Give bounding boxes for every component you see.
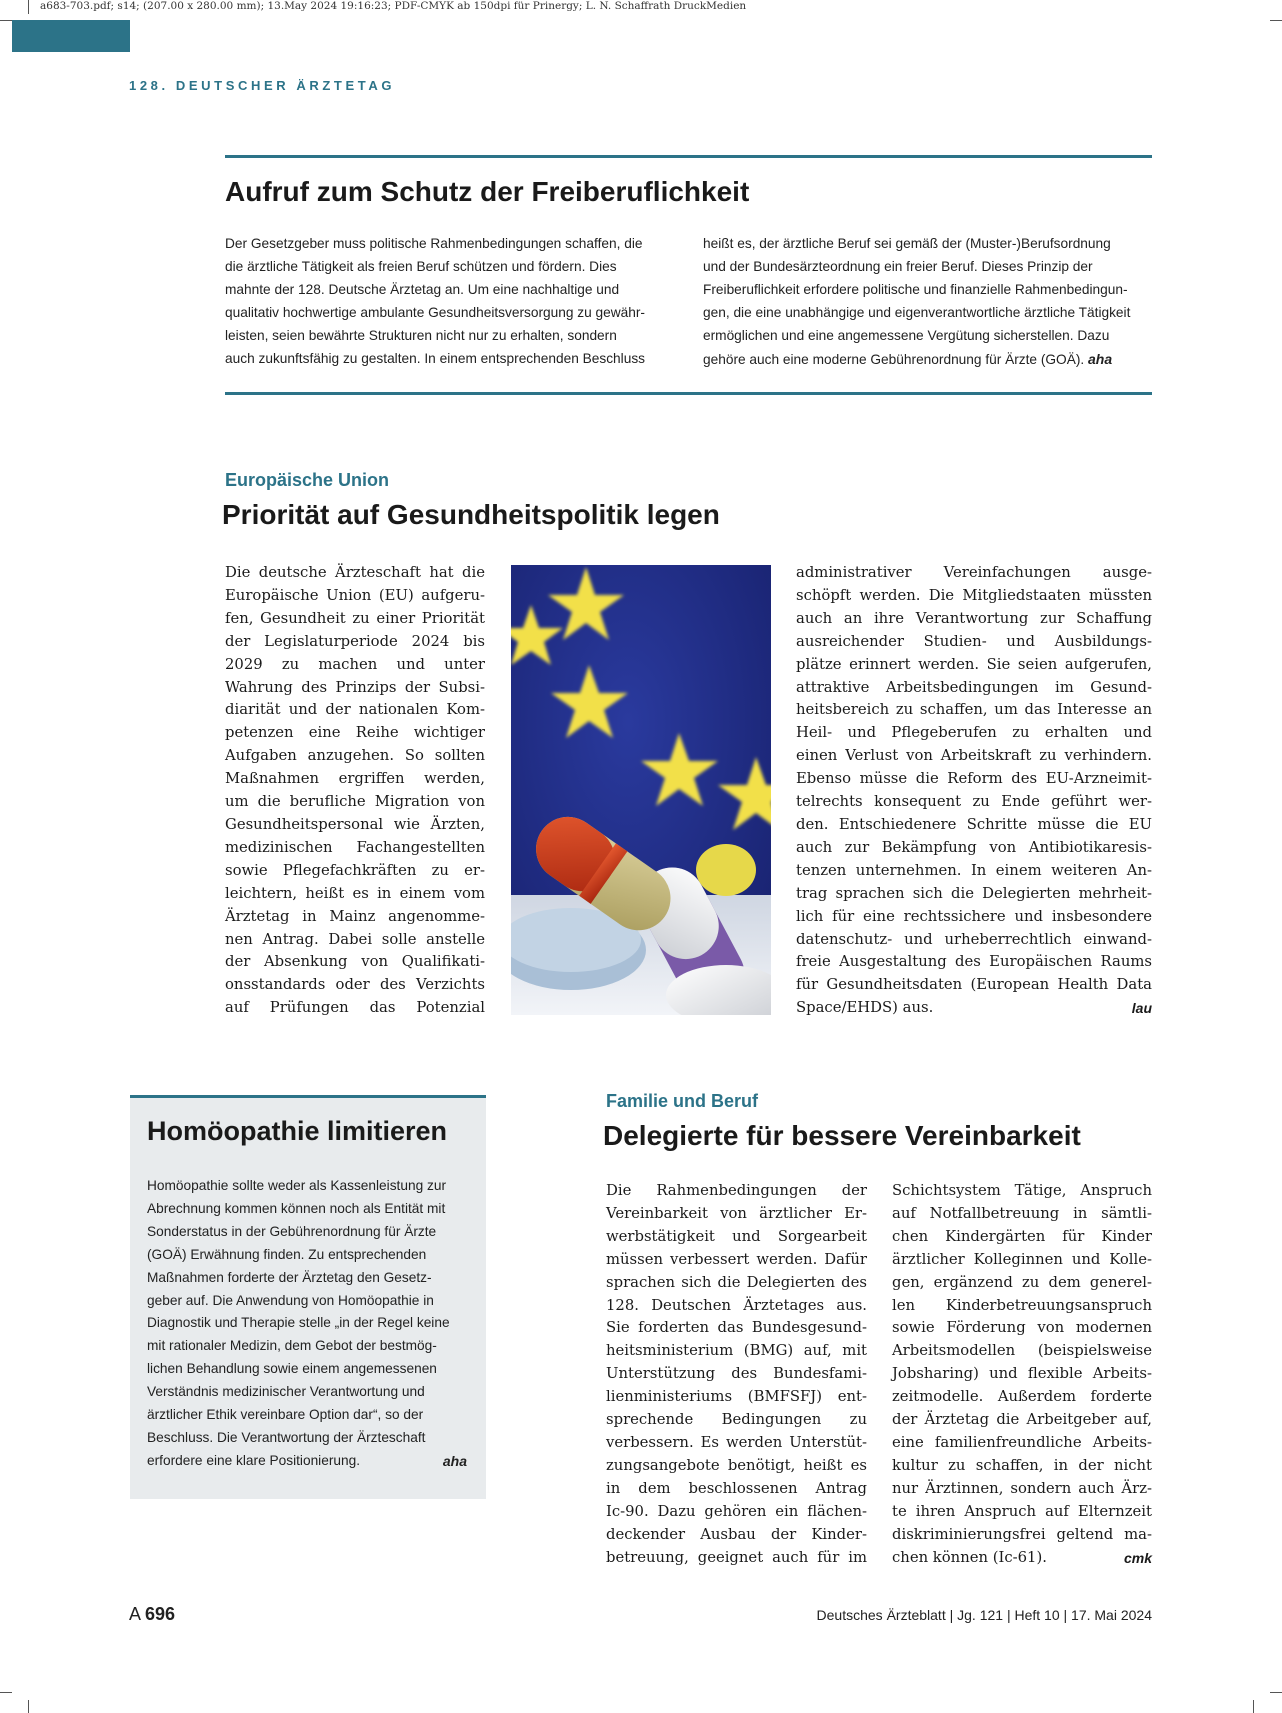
text-line: in dem beschlossenen Antrag	[606, 1479, 867, 1497]
text-line: chen können (Ic-61).	[892, 1548, 1047, 1566]
text-line: Aufgaben anzugehen. So sollten	[225, 747, 485, 765]
text-line: einen Verlust von Arbeitskraft zu verhindern.	[796, 747, 1152, 765]
text-line: Maßnahmen ergriffen werden,	[225, 770, 485, 788]
page-number	[129, 1604, 175, 1625]
text-line: auch zur Bekämpfung von Antibiotikaresis-	[796, 838, 1152, 856]
text-line: ermöglichen und eine angemessene Vergütung sicherstellen. Dazu	[703, 327, 1110, 343]
text-line: Gesundheitspersonal wie Ärzten,	[225, 815, 485, 833]
text-line: (GOÄ) Erwähnung finden. Zu entsprechenden	[147, 1246, 427, 1262]
text-line: deckender Ausbau der Kinder-	[606, 1525, 867, 1543]
text-line: Der Gesetzgeber muss politische Rahmenbedingungen schaffen, die	[225, 236, 643, 251]
text-line: zungsangebote benötigt, heißt es	[606, 1456, 867, 1474]
article-column	[606, 1180, 867, 1569]
author-signature: aha	[1088, 350, 1113, 367]
page-number-value: 696	[145, 1604, 176, 1624]
text-line: Arbeitsmodellen (beispielsweise	[892, 1342, 1152, 1360]
article-column	[703, 233, 1130, 371]
text-line: Maßnahmen forderte der Ärztetag den Gesetz-	[147, 1269, 432, 1285]
text-line: Unterstützung des Bundesfami-	[606, 1365, 867, 1383]
article-column	[796, 562, 1152, 1020]
text-line: nen Antrag. Dabei solle anstelle	[225, 930, 485, 948]
text-line: heitsbereich zu schaffen, um das Interesse an	[796, 701, 1152, 719]
text-line: sprachen sich die Delegierten des	[606, 1273, 867, 1291]
text-line: Vereinbarkeit von ärztlicher Er-	[606, 1204, 867, 1222]
text-line: administrativer Vereinfachungen ausge-	[796, 564, 1152, 581]
author-signature: cmk	[1123, 1549, 1152, 1566]
text-line: auf Notfallbetreuung in sämtli-	[892, 1204, 1152, 1222]
text-line: Jobsharing) und flexible Arbeits-	[892, 1365, 1152, 1383]
text-line: Ic-90. Dazu gehören ein flächen-	[606, 1502, 867, 1520]
text-line: mahnte der 128. Deutsche Ärztetag an. Um eine nachhaltige und	[225, 281, 620, 297]
text-line: heißt es, der ärztliche Beruf sei gemäß der (Muster-)Berufsordnung	[703, 236, 1111, 251]
text-line: ärztlicher Kolleginnen und Kolle-	[892, 1250, 1152, 1268]
article-column	[147, 1175, 467, 1473]
text-line: Sonderstatus in der Gebührenordnung für Ärzte	[147, 1223, 437, 1239]
text-line: auch an ihre Verantwortung zur Schaffung	[796, 609, 1152, 627]
journal-date: 17. Mai 2024	[1071, 1607, 1152, 1623]
article-title: Priorität auf Gesundheitspolitik legen	[222, 499, 720, 530]
section-color-tab	[12, 20, 130, 52]
text-line: müssen verbessert werden. Dafür	[606, 1250, 867, 1268]
text-line: sowie Förderung von modernen	[892, 1319, 1152, 1337]
text-line: der Legislaturperiode 2024 bis	[225, 632, 485, 650]
text-line: datenschutz- und urheberrechtlich einwand-	[796, 930, 1152, 948]
text-line: betreuung, geeignet auch für im	[606, 1548, 867, 1566]
article-kicker: Europäische Union	[225, 470, 390, 490]
crop-mark	[1270, 20, 1282, 21]
journal-volume: Jg. 121	[957, 1607, 1004, 1623]
sidebar-box	[130, 1095, 486, 1499]
text-line: Schichtsystem Tätige, Anspruch	[892, 1182, 1152, 1199]
text-line: ärztlicher Ethik vereinbare Option dar“, so der	[147, 1407, 424, 1423]
text-line: telrechts konsequent zu Ende geführt wer-	[796, 793, 1152, 811]
text-line: tenzen unternehmen. In einem weiteren An-	[796, 861, 1152, 879]
text-line: um die berufliche Migration von	[225, 793, 485, 811]
journal-name: Deutsches Ärzteblatt	[816, 1607, 946, 1623]
crop-mark	[28, 0, 29, 14]
text-line: für Gesundheitsdaten (European Health Data	[796, 976, 1152, 994]
text-line: Freiberuflichkeit erfordere politische und finanzielle Rahmenbedingun-	[703, 281, 1128, 297]
text-line: 2029 zu machen und unter	[225, 655, 485, 673]
text-line: petenzen eine Reihe wichtiger	[225, 724, 485, 742]
text-line: diarität und der nationalen Kom-	[225, 701, 485, 719]
text-line: Wahrung des Prinzips der Subsi-	[225, 678, 485, 696]
eu-pills-photo	[511, 565, 771, 1015]
text-line: auch zukunftsfähig zu gestalten. In einem entsprechenden Beschluss	[225, 350, 646, 366]
text-line: Verständnis medizinischer Verantwortung und	[147, 1384, 425, 1400]
text-line: die ärztliche Tätigkeit als freien Beruf schützen und fördern. Dies	[225, 258, 617, 274]
text-line: schöpft werden. Die Mitgliedstaaten müssten	[796, 586, 1152, 604]
text-line: chen Kindergärten für Kinder	[892, 1227, 1152, 1245]
text-line: leichtern, heißt es in einem vom	[225, 884, 485, 902]
text-line: gen, die eine unabhängige und eigenverantwortliche ärztliche Tätigkeit	[703, 304, 1131, 320]
text-line: Die deutsche Ärzteschaft hat die	[225, 564, 485, 581]
text-line: und der Bundesärzteordnung ein freier Beruf. Dieses Prinzip der	[703, 258, 1093, 274]
text-line: Ärztetag in Mainz angenomme-	[225, 907, 485, 925]
article-top-rule	[225, 155, 1152, 158]
author-signature: aha	[442, 1452, 467, 1469]
article-column	[225, 562, 485, 1020]
text-line: medizinischen Fachangestellten	[225, 838, 485, 856]
text-line: eine familienfreundliche Arbeits-	[892, 1433, 1152, 1451]
text-line: Heil- und Pflegeberufen zu erhalten und	[796, 724, 1152, 742]
text-line: fen, Gesundheit zu einer Priorität	[225, 609, 485, 627]
text-line: leisten, seien bewährte Strukturen nicht nur zu erhalten, sondern	[225, 327, 617, 343]
text-line: zeitmodelle. Außerdem forderte	[892, 1388, 1152, 1406]
text-line: der Ärztetag die Arbeitgeber auf,	[892, 1411, 1152, 1429]
print-info: a683-703.pdf; s14; (207.00 x 280.00 mm); 13.May 2024 19:16:23; PDF-CMYK ab 150dpi für Prinergy; L. N. Schaffrath DruckMedien	[40, 0, 747, 12]
text-line: plätze erinnert werden. Sie seien aufgerufen,	[796, 655, 1152, 673]
text-line: te ihren Anspruch auf Elternzeit	[892, 1502, 1152, 1520]
crop-mark	[0, 1692, 12, 1693]
text-line: gehöre auch eine moderne Gebührenordnung für Ärzte (GOÄ).	[703, 351, 1085, 367]
text-line: verbessern. Es werden Unterstüt-	[606, 1433, 867, 1451]
crop-mark	[28, 1700, 29, 1713]
text-line: freie Ausgestaltung des Europäischen Raums	[796, 953, 1152, 971]
text-line: len Kinderbetreuungsanspruch	[892, 1296, 1152, 1314]
text-line: qualitativ hochwertige ambulante Gesundheitsversorgung zu gewähr-	[225, 304, 645, 320]
text-line: onsstandards oder des Verzichts	[225, 976, 485, 994]
text-line: mit rationaler Medizin, dem Gebot der bestmög-	[147, 1338, 437, 1354]
text-line: Diagnostik und Therapie stelle „in der Regel keine	[147, 1315, 450, 1331]
text-line: ausreichender Studien- und Ausbildungs-	[796, 632, 1152, 650]
article-title: Aufruf zum Schutz der Freiberuflichkeit	[225, 176, 750, 207]
text-line: Abrechnung kommen können noch als Entität mit	[147, 1200, 446, 1216]
journal-info: Deutsches Ärzteblatt | Jg. 121 | Heft 10 | 17. Mai 2024	[816, 1607, 1152, 1623]
text-line: der Absenkung von Qualifikati-	[225, 953, 485, 971]
article-title: Homöopathie limitieren	[147, 1116, 448, 1146]
text-line: Europäische Union (EU) aufgeru-	[225, 586, 485, 604]
journal-issue: Heft 10	[1014, 1607, 1060, 1623]
text-line: Sie forderten das Bundesgesund-	[606, 1319, 867, 1337]
text-line: den. Entschiedenere Schritte müsse die EU	[796, 815, 1152, 833]
text-line: Die Rahmenbedingungen der	[606, 1182, 867, 1199]
text-line: Beschluss. Die Verantwortung der Ärzteschaft	[147, 1429, 426, 1445]
text-line: auf Prüfungen das Potenzial	[225, 999, 485, 1017]
text-line: lichen Behandlung sowie einem angemessenen	[147, 1361, 437, 1377]
text-line: attraktive Arbeitsbedingungen im Gesund-	[796, 678, 1152, 696]
article-column	[225, 233, 645, 370]
text-line: heitsministerium (BMG) auf, mit	[606, 1342, 867, 1360]
article-column	[892, 1180, 1152, 1569]
text-line: diskriminierungsfrei geltend ma-	[892, 1525, 1152, 1543]
text-line: nur Ärztinnen, sondern auch Ärz-	[892, 1479, 1152, 1497]
text-line: trag sprachen sich die Delegierten mehrheit-	[796, 884, 1152, 902]
article-kicker: Familie und Beruf	[606, 1091, 759, 1111]
page-prefix: A	[129, 1604, 141, 1624]
text-line: 128. Deutschen Ärztetages aus.	[606, 1296, 867, 1314]
author-signature: lau	[1131, 1000, 1152, 1017]
text-line: erfordere eine klare Positionierung.	[147, 1452, 361, 1468]
text-line: lich für eine rechtssichere und insbesondere	[796, 907, 1152, 925]
text-line: sowie Pflegefachkräften zu er-	[225, 861, 485, 879]
article-title: Delegierte für bessere Vereinbarkeit	[603, 1120, 1081, 1151]
crop-mark	[0, 20, 12, 21]
crop-mark	[1270, 1692, 1282, 1693]
running-head: 128. DEUTSCHER ÄRZTETAG	[129, 78, 396, 93]
text-line: lienministeriums (BMFSFJ) ent-	[606, 1388, 867, 1406]
text-line: werbstätigkeit und Sorgearbeit	[606, 1227, 867, 1245]
text-line: Ebenso müsse die Reform des EU-Arzneimit-	[796, 770, 1152, 788]
text-line: geber auf. Die Anwendung von Homöopathie in	[147, 1292, 434, 1308]
article-bottom-rule	[225, 392, 1152, 395]
crop-mark	[1253, 1700, 1254, 1713]
text-line: sprechende Bedingungen zu	[606, 1411, 867, 1429]
text-line: Homöopathie sollte weder als Kassenleistung zur	[147, 1178, 447, 1193]
text-line: Space/EHDS) aus.	[796, 999, 934, 1017]
text-line: gen, ergänzend zu dem generel-	[892, 1273, 1152, 1291]
text-line: kultur zu schaffen, in der nicht	[892, 1456, 1152, 1474]
